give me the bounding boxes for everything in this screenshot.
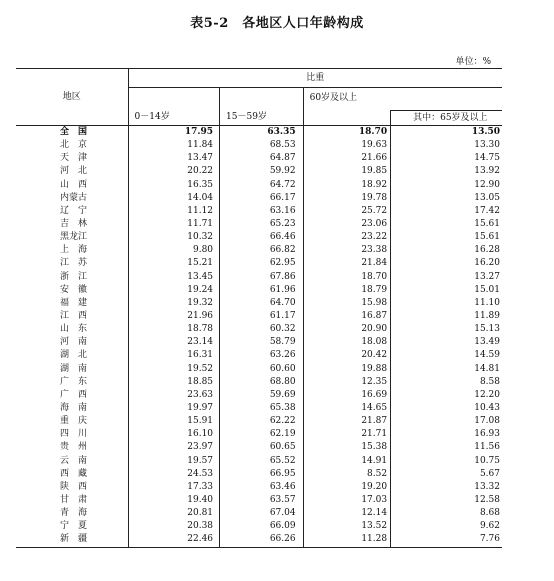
value-15-59: 66.95 xyxy=(220,468,304,481)
table-row xyxy=(16,218,502,231)
region-cell: 青 海 xyxy=(60,508,88,519)
value-60-plus: 16.69 xyxy=(303,389,391,402)
region-cell: 湖 南 xyxy=(60,363,88,374)
region-cell: 辽 宁 xyxy=(60,205,88,216)
value-0-14: 17.33 xyxy=(128,481,219,494)
value-60-plus: 20.42 xyxy=(303,349,391,362)
value-0-14: 11.12 xyxy=(128,205,219,218)
value-0-14: 20.22 xyxy=(128,165,219,178)
value-65-plus: 13.32 xyxy=(391,481,502,494)
value-15-59: 67.86 xyxy=(220,271,304,284)
value-15-59: 59.92 xyxy=(220,165,304,178)
value-65-plus: 13.50 xyxy=(391,126,502,140)
value-15-59: 59.69 xyxy=(220,389,304,402)
value-60-plus: 15.98 xyxy=(303,297,391,310)
table-row xyxy=(16,533,502,547)
table-row xyxy=(16,205,502,218)
value-15-59: 62.95 xyxy=(220,257,304,270)
region-cell: 宁 夏 xyxy=(60,521,88,532)
header-region: 地区 xyxy=(16,69,128,126)
region-cell: 内蒙古 xyxy=(60,192,88,203)
value-0-14: 15.21 xyxy=(128,257,219,270)
value-15-59: 68.53 xyxy=(220,139,304,152)
value-0-14: 16.31 xyxy=(128,349,219,362)
value-15-59: 68.80 xyxy=(220,376,304,389)
region-cell: 重 庆 xyxy=(60,416,88,427)
value-60-plus: 11.28 xyxy=(303,533,391,547)
value-65-plus: 12.90 xyxy=(391,179,502,192)
value-65-plus: 13.27 xyxy=(391,271,502,284)
value-15-59: 64.72 xyxy=(220,179,304,192)
table-row xyxy=(16,152,502,165)
value-60-plus: 13.52 xyxy=(303,520,391,533)
value-0-14: 16.10 xyxy=(128,428,219,441)
table-row xyxy=(16,244,502,257)
value-60-plus: 19.88 xyxy=(303,363,391,376)
region-cell: 山 西 xyxy=(60,179,88,190)
table-row xyxy=(16,520,502,533)
value-15-59: 61.96 xyxy=(220,284,304,297)
value-0-14: 21.96 xyxy=(128,310,219,323)
region-cell: 河 南 xyxy=(60,337,88,348)
value-0-14: 19.52 xyxy=(128,363,219,376)
header-bizhong: 比重 xyxy=(128,69,502,88)
value-65-plus: 13.92 xyxy=(391,165,502,178)
value-15-59: 63.35 xyxy=(220,126,304,140)
region-cell: 黑龙江 xyxy=(60,232,88,243)
value-65-plus: 7.76 xyxy=(391,533,502,547)
value-60-plus: 18.70 xyxy=(303,126,391,140)
header-15-59: 15－59岁 xyxy=(220,88,304,126)
value-65-plus: 13.49 xyxy=(391,336,502,349)
value-60-plus: 16.87 xyxy=(303,310,391,323)
region-cell: 甘 肃 xyxy=(60,495,88,505)
table-row xyxy=(16,126,502,140)
value-15-59: 62.19 xyxy=(220,428,304,441)
value-15-59: 65.38 xyxy=(220,402,304,415)
value-15-59: 65.23 xyxy=(220,218,304,231)
table-row xyxy=(16,165,502,178)
value-65-plus: 17.08 xyxy=(391,415,502,428)
value-0-14: 11.71 xyxy=(128,218,219,231)
value-60-plus: 8.52 xyxy=(303,468,391,481)
region-cell: 湖 北 xyxy=(60,350,88,361)
value-0-14: 23.97 xyxy=(128,441,219,454)
value-0-14: 24.53 xyxy=(128,468,219,481)
header-60-spacer xyxy=(303,111,391,126)
header-60-plus: 60岁及以上 xyxy=(303,88,502,111)
region-cell: 陕 西 xyxy=(60,481,88,492)
value-60-plus: 15.38 xyxy=(303,441,391,454)
value-60-plus: 18.79 xyxy=(303,284,391,297)
age-structure-table xyxy=(16,68,502,548)
table-row xyxy=(16,468,502,481)
region-cell: 上 海 xyxy=(60,245,88,256)
value-60-plus: 19.78 xyxy=(303,192,391,205)
value-60-plus: 25.72 xyxy=(303,205,391,218)
region-cell: 浙 江 xyxy=(60,271,88,282)
value-65-plus: 12.58 xyxy=(391,494,502,507)
value-65-plus: 8.58 xyxy=(391,376,502,389)
value-0-14: 11.84 xyxy=(128,139,219,152)
value-60-plus: 23.06 xyxy=(303,218,391,231)
value-0-14: 19.57 xyxy=(128,455,219,468)
region-cell: 江 苏 xyxy=(60,258,88,269)
table-row xyxy=(16,376,502,389)
value-0-14: 18.78 xyxy=(128,323,219,336)
header-0-14: 0－14岁 xyxy=(128,88,219,126)
region-cell: 新 疆 xyxy=(16,533,128,547)
value-60-plus: 21.87 xyxy=(303,415,391,428)
value-65-plus: 16.20 xyxy=(391,257,502,270)
value-60-plus: 12.35 xyxy=(303,376,391,389)
value-60-plus: 18.70 xyxy=(303,271,391,284)
value-0-14: 17.95 xyxy=(128,126,219,140)
region-cell: 云 南 xyxy=(60,455,88,466)
value-65-plus: 10.43 xyxy=(391,402,502,415)
value-65-plus: 15.61 xyxy=(391,231,502,244)
value-15-59: 65.52 xyxy=(220,455,304,468)
region-cell: 安 徽 xyxy=(60,284,88,295)
value-15-59: 61.17 xyxy=(220,310,304,323)
table-row xyxy=(16,192,502,205)
table-row xyxy=(16,284,502,297)
value-15-59: 66.46 xyxy=(220,231,304,244)
value-0-14: 19.40 xyxy=(128,494,219,507)
unit-label: 单位：% xyxy=(455,57,491,67)
value-15-59: 63.57 xyxy=(220,494,304,507)
region-cell: 天 津 xyxy=(60,153,88,164)
value-60-plus: 19.63 xyxy=(303,139,391,152)
table-row xyxy=(16,139,502,152)
value-60-plus: 19.20 xyxy=(303,481,391,494)
region-cell: 吉 林 xyxy=(60,219,88,230)
value-15-59: 67.04 xyxy=(220,507,304,520)
value-0-14: 22.46 xyxy=(128,533,219,547)
table-row xyxy=(16,179,502,192)
value-15-59: 63.16 xyxy=(220,205,304,218)
table-row xyxy=(16,297,502,310)
value-15-59: 64.87 xyxy=(220,152,304,165)
value-0-14: 9.80 xyxy=(128,244,219,257)
value-15-59: 66.09 xyxy=(220,520,304,533)
value-65-plus: 8.68 xyxy=(391,507,502,520)
value-65-plus: 16.28 xyxy=(391,244,502,257)
value-0-14: 19.24 xyxy=(128,284,219,297)
table-row xyxy=(16,441,502,454)
value-15-59: 63.46 xyxy=(220,481,304,494)
value-0-14: 16.35 xyxy=(128,179,219,192)
region-cell: 山 东 xyxy=(60,324,88,335)
table-row xyxy=(16,415,502,428)
region-cell: 河 北 xyxy=(60,166,88,177)
region-cell: 北 京 xyxy=(60,140,88,151)
value-65-plus: 14.75 xyxy=(391,152,502,165)
value-65-plus: 11.10 xyxy=(391,297,502,310)
table-row xyxy=(16,389,502,402)
table-body xyxy=(16,126,502,548)
value-0-14: 20.38 xyxy=(128,520,219,533)
value-15-59: 66.82 xyxy=(220,244,304,257)
value-15-59: 60.60 xyxy=(220,363,304,376)
value-65-plus: 11.56 xyxy=(391,441,502,454)
table-row xyxy=(16,494,502,507)
header-65-plus: 其中：65岁及以上 xyxy=(391,111,502,126)
value-15-59: 60.65 xyxy=(220,441,304,454)
value-15-59: 60.32 xyxy=(220,323,304,336)
value-65-plus: 15.01 xyxy=(391,284,502,297)
value-60-plus: 14.65 xyxy=(303,402,391,415)
table-row xyxy=(16,257,502,270)
value-0-14: 19.97 xyxy=(128,402,219,415)
table-row xyxy=(16,481,502,494)
region-cell: 全 国 xyxy=(60,127,88,138)
table-row xyxy=(16,323,502,336)
value-0-14: 14.04 xyxy=(128,192,219,205)
value-60-plus: 20.90 xyxy=(303,323,391,336)
value-65-plus: 11.89 xyxy=(391,310,502,323)
region-cell: 福 建 xyxy=(60,297,88,308)
region-cell: 四 川 xyxy=(60,429,88,440)
value-65-plus: 14.59 xyxy=(391,349,502,362)
value-65-plus: 17.42 xyxy=(391,205,502,218)
value-0-14: 23.14 xyxy=(128,336,219,349)
value-65-plus: 14.81 xyxy=(391,363,502,376)
table-row xyxy=(16,349,502,362)
value-0-14: 20.81 xyxy=(128,507,219,520)
value-60-plus: 21.66 xyxy=(303,152,391,165)
value-15-59: 66.26 xyxy=(220,533,304,547)
region-cell: 海 南 xyxy=(60,403,88,414)
value-15-59: 66.17 xyxy=(220,192,304,205)
table-row xyxy=(16,336,502,349)
region-cell: 广 东 xyxy=(60,376,88,387)
value-65-plus: 15.61 xyxy=(391,218,502,231)
value-0-14: 23.63 xyxy=(128,389,219,402)
value-0-14: 13.45 xyxy=(128,271,219,284)
table-row xyxy=(16,402,502,415)
value-60-plus: 14.91 xyxy=(303,455,391,468)
value-60-plus: 12.14 xyxy=(303,507,391,520)
value-0-14: 18.85 xyxy=(128,376,219,389)
table-row xyxy=(16,363,502,376)
region-cell: 广 西 xyxy=(60,389,88,400)
value-65-plus: 9.62 xyxy=(391,520,502,533)
table-row xyxy=(16,231,502,244)
region-cell: 江 西 xyxy=(60,311,88,322)
value-0-14: 19.32 xyxy=(128,297,219,310)
value-60-plus: 21.84 xyxy=(303,257,391,270)
value-15-59: 63.26 xyxy=(220,349,304,362)
value-65-plus: 16.93 xyxy=(391,428,502,441)
value-60-plus: 18.08 xyxy=(303,336,391,349)
value-65-plus: 13.05 xyxy=(391,192,502,205)
value-65-plus: 5.67 xyxy=(391,468,502,481)
value-15-59: 64.70 xyxy=(220,297,304,310)
table-row xyxy=(16,271,502,284)
region-cell: 西 藏 xyxy=(60,468,88,479)
value-15-59: 62.22 xyxy=(220,415,304,428)
value-0-14: 15.91 xyxy=(128,415,219,428)
table-row xyxy=(16,507,502,520)
value-65-plus: 13.30 xyxy=(391,139,502,152)
page-title: 表5-2 各地区人口年龄构成 xyxy=(190,16,364,31)
table-row xyxy=(16,310,502,323)
value-60-plus: 18.92 xyxy=(303,179,391,192)
value-0-14: 10.32 xyxy=(128,231,219,244)
value-60-plus: 23.38 xyxy=(303,244,391,257)
value-60-plus: 17.03 xyxy=(303,494,391,507)
value-60-plus: 23.22 xyxy=(303,231,391,244)
value-15-59: 58.79 xyxy=(220,336,304,349)
table-row xyxy=(16,455,502,468)
value-65-plus: 15.13 xyxy=(391,323,502,336)
value-0-14: 13.47 xyxy=(128,152,219,165)
region-cell: 贵 州 xyxy=(60,442,88,453)
value-60-plus: 19.85 xyxy=(303,165,391,178)
value-60-plus: 21.71 xyxy=(303,428,391,441)
value-65-plus: 10.75 xyxy=(391,455,502,468)
table-row xyxy=(16,428,502,441)
value-65-plus: 12.20 xyxy=(391,389,502,402)
